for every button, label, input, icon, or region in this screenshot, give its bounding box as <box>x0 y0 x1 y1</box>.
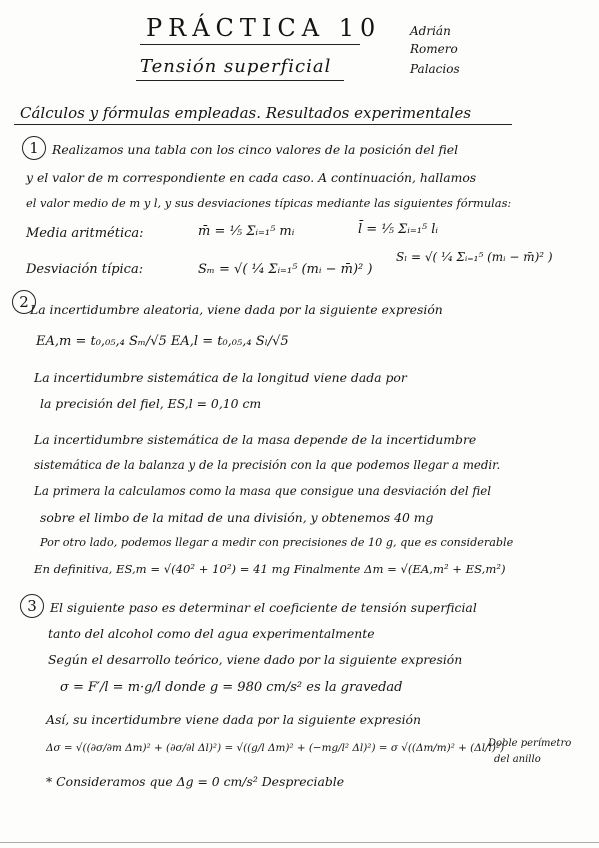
step-3-line: El siguiente paso es determinar el coeficiente de tensión superficial <box>50 600 477 615</box>
step-3-line: Así, su incertidumbre viene dada por la siguiente expresión <box>46 712 421 727</box>
std-formula-l: Sₗ = √( ¹⁄₄ Σᵢ₌₁⁵ (mᵢ − m̄)² ) <box>396 250 553 264</box>
step-3-line: * Consideramos que Δg = 0 cm/s² Despreciable <box>46 774 345 789</box>
step-2-line: la precisión del fiel, ES,l = 0,10 cm <box>40 396 262 411</box>
author-first-name: Adrián <box>410 24 451 38</box>
author-surname-2: Palacios <box>410 62 460 76</box>
std-label: Desviación típica: <box>26 262 144 277</box>
page-bottom-edge <box>0 842 599 843</box>
side-note-line: del anillo <box>494 754 541 765</box>
step-2-line: EA,m = t₀,₀₅,₄ Sₘ/√5 EA,l = t₀,₀₅,₄ Sₗ/√5 <box>36 334 289 349</box>
page-subtitle: Tensión superficial <box>140 56 332 77</box>
step-2-line: La incertidumbre sistemática de la masa depende de la incertidumbre <box>34 432 477 447</box>
step-2-line: sistemática de la balanza y de la precisión con la que podemos llegar a medir. <box>34 458 501 472</box>
step-2-number: 2 <box>12 290 36 314</box>
mean-label: Media aritmética: <box>26 226 144 241</box>
author-surname-1: Romero <box>410 42 458 56</box>
step-2-line: sobre el limbo de la mitad de una división, y obtenemos 40 mg <box>40 510 434 525</box>
step-2-line: La primera la calculamos como la masa que consigue una desviación del fiel <box>34 484 492 498</box>
step-2-line: Por otro lado, podemos llegar a medir con precisiones de 10 g, que es considerable <box>40 536 514 549</box>
step-1-line: el valor medio de m y l, y sus desviaciones típicas mediante las siguientes fórmulas: <box>26 196 512 210</box>
mean-formula-l: l̄ = ¹⁄₅ Σᵢ₌₁⁵ lᵢ <box>358 222 439 237</box>
step-3-line: σ = F′/l = m·g/l donde g = 980 cm/s² es la gravedad <box>60 680 403 695</box>
side-note-line: Doble perímetro <box>488 738 572 749</box>
subtitle-underline <box>136 80 344 81</box>
step-1-line: Realizamos una tabla con los cinco valores de la posición del fiel <box>52 142 459 157</box>
step-2-line: En definitiva, ES,m = √(40² + 10²) = 41 mg Finalmente Δm = √(EA,m² + ES,m²) <box>34 562 506 576</box>
step-1-line: y el valor de m correspondiente en cada caso. A continuación, hallamos <box>26 170 477 185</box>
step-3-number: 3 <box>20 594 44 618</box>
step-3-line: Δσ = √((∂σ/∂m Δm)² + (∂σ/∂l Δl)²) = √((g/l Δm)² + (−mg/l² Δl)²) = σ √((Δm/m)² + (Δl/l)²) <box>46 742 505 754</box>
step-1-number: 1 <box>22 136 46 160</box>
title-underline <box>140 44 360 45</box>
step-2-line: La incertidumbre aleatoria, viene dada por la siguiente expresión <box>30 302 443 317</box>
step-2-line: La incertidumbre sistemática de la longitud viene dada por <box>34 370 407 385</box>
section-heading: Cálculos y fórmulas empleadas. Resultados experimentales <box>20 104 472 122</box>
mean-formula-m: m̄ = ¹⁄₅ Σᵢ₌₁⁵ mᵢ <box>198 224 295 239</box>
step-3-line: Según el desarrollo teórico, viene dado por la siguiente expresión <box>48 652 463 667</box>
page-title: PRÁCTICA 10 <box>146 14 382 42</box>
section-heading-underline <box>14 124 512 125</box>
step-3-line: tanto del alcohol como del agua experimentalmente <box>48 626 375 641</box>
std-formula-m: Sₘ = √( ¹⁄₄ Σᵢ₌₁⁵ (mᵢ − m̄)² ) <box>198 262 373 277</box>
